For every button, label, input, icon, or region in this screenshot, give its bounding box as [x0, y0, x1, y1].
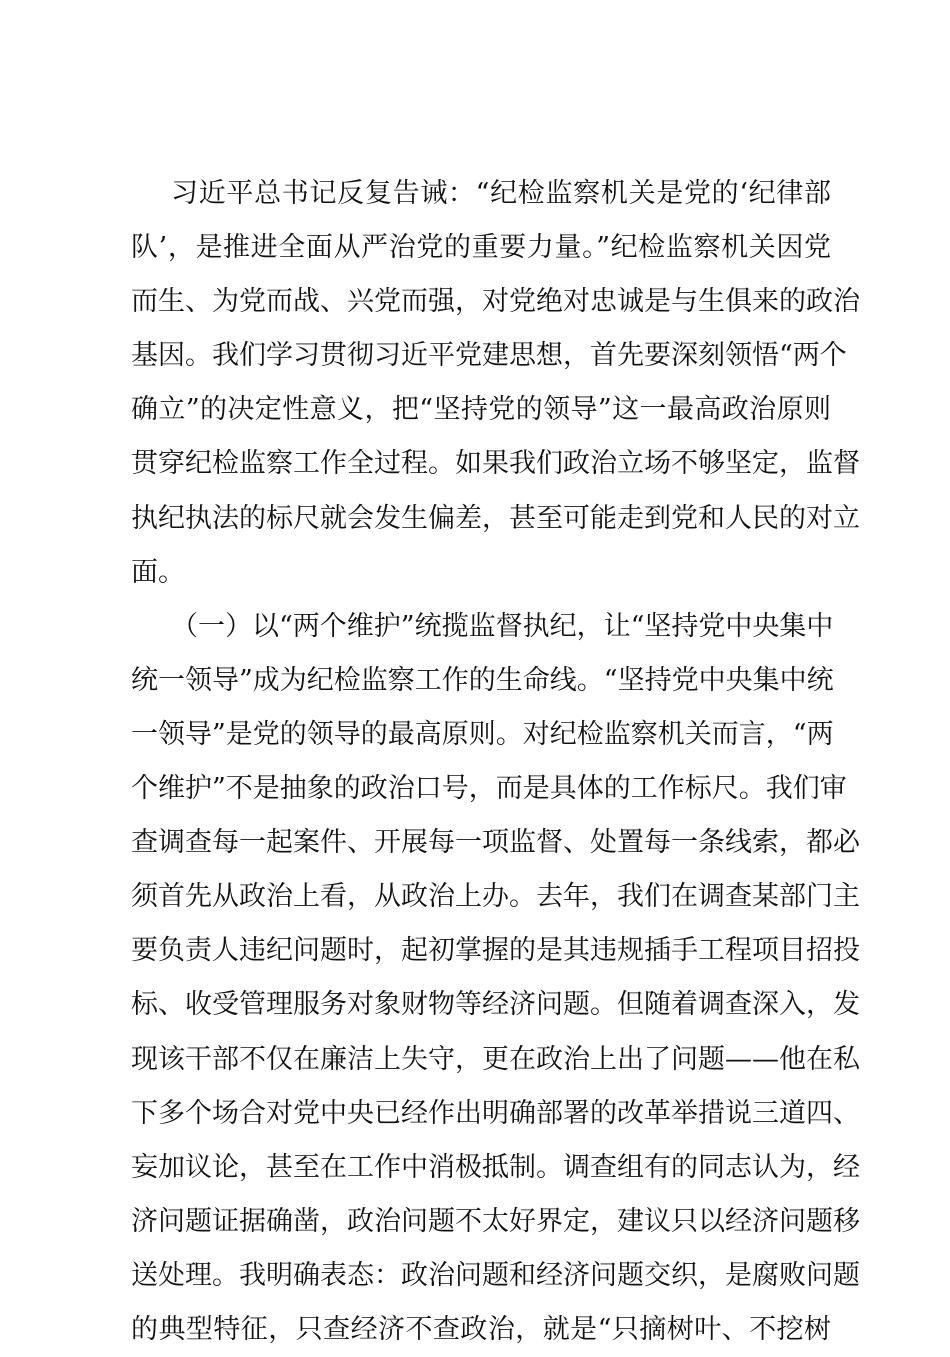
paragraph-line: 现该干部不仅在廉洁上失守，更在政治上出了问题——他在私: [131, 1043, 860, 1075]
paragraph-line: 须首先从政治上看，从政治上办。去年，我们在调查某部门主: [131, 881, 860, 913]
paragraph-line: 队’，是推进全面从严治党的重要力量。”纪检监察机关因党: [131, 232, 831, 264]
paragraph-line: 确立”的决定性意义，把“坚持党的领导”这一最高政治原则: [131, 394, 831, 426]
paragraph-line: 面。: [131, 556, 185, 588]
paragraph-line: （一）以“两个维护”统揽监督执纪，让“坚持党中央集中: [171, 610, 834, 642]
paragraph-2: [131, 600, 860, 1357]
paragraph-line: 个维护”不是抽象的政治口号，而是具体的工作标尺。我们审: [131, 773, 847, 805]
document-body: [131, 167, 860, 1357]
paragraph-line: 的典型特征，只查经济不查政治，就是“只摘树叶、不挖树: [131, 1313, 831, 1345]
paragraph-line: 济问题证据确凿，政治问题不太好界定，建议只以经济问题移: [131, 1205, 860, 1237]
paragraph-line: 标、收受管理服务对象财物等经济问题。但随着调查深入，发: [131, 989, 860, 1021]
paragraph-line: 一领导”是党的领导的最高原则。对纪检监察机关而言，“两: [131, 718, 834, 750]
paragraph-1: [131, 167, 860, 600]
paragraph-line: 下多个场合对党中央已经作出明确部署的改革举措说三道四、: [131, 1097, 860, 1129]
paragraph-line: 习近平总书记反复告诫：“纪检监察机关是党的‘纪律部: [171, 178, 831, 209]
paragraph-line: 基因。我们学习贯彻习近平党建思想，首先要深刻领悟“两个: [131, 340, 847, 372]
paragraph-line: 查调查每一起案件、开展每一项监督、处置每一条线索，都必: [131, 827, 860, 859]
paragraph-line: 统一领导”成为纪检监察工作的生命线。“坚持党中央集中统: [131, 664, 834, 696]
paragraph-line: 要负责人违纪问题时，起初掌握的是其违规插手工程项目招投: [131, 935, 860, 967]
paragraph-line: 而生、为党而战、兴党而强，对党绝对忠诚是与生俱来的政治: [131, 286, 860, 318]
paragraph-line: 执纪执法的标尺就会发生偏差，甚至可能走到党和人民的对立: [131, 502, 860, 534]
paragraph-line: 贯穿纪检监察工作全过程。如果我们政治立场不够坚定，监督: [131, 448, 860, 480]
paragraph-line: 妄加议论，甚至在工作中消极抵制。调查组有的同志认为，经: [131, 1151, 860, 1183]
paragraph-line: 送处理。我明确表态：政治问题和经济问题交织，是腐败问题: [131, 1259, 860, 1291]
